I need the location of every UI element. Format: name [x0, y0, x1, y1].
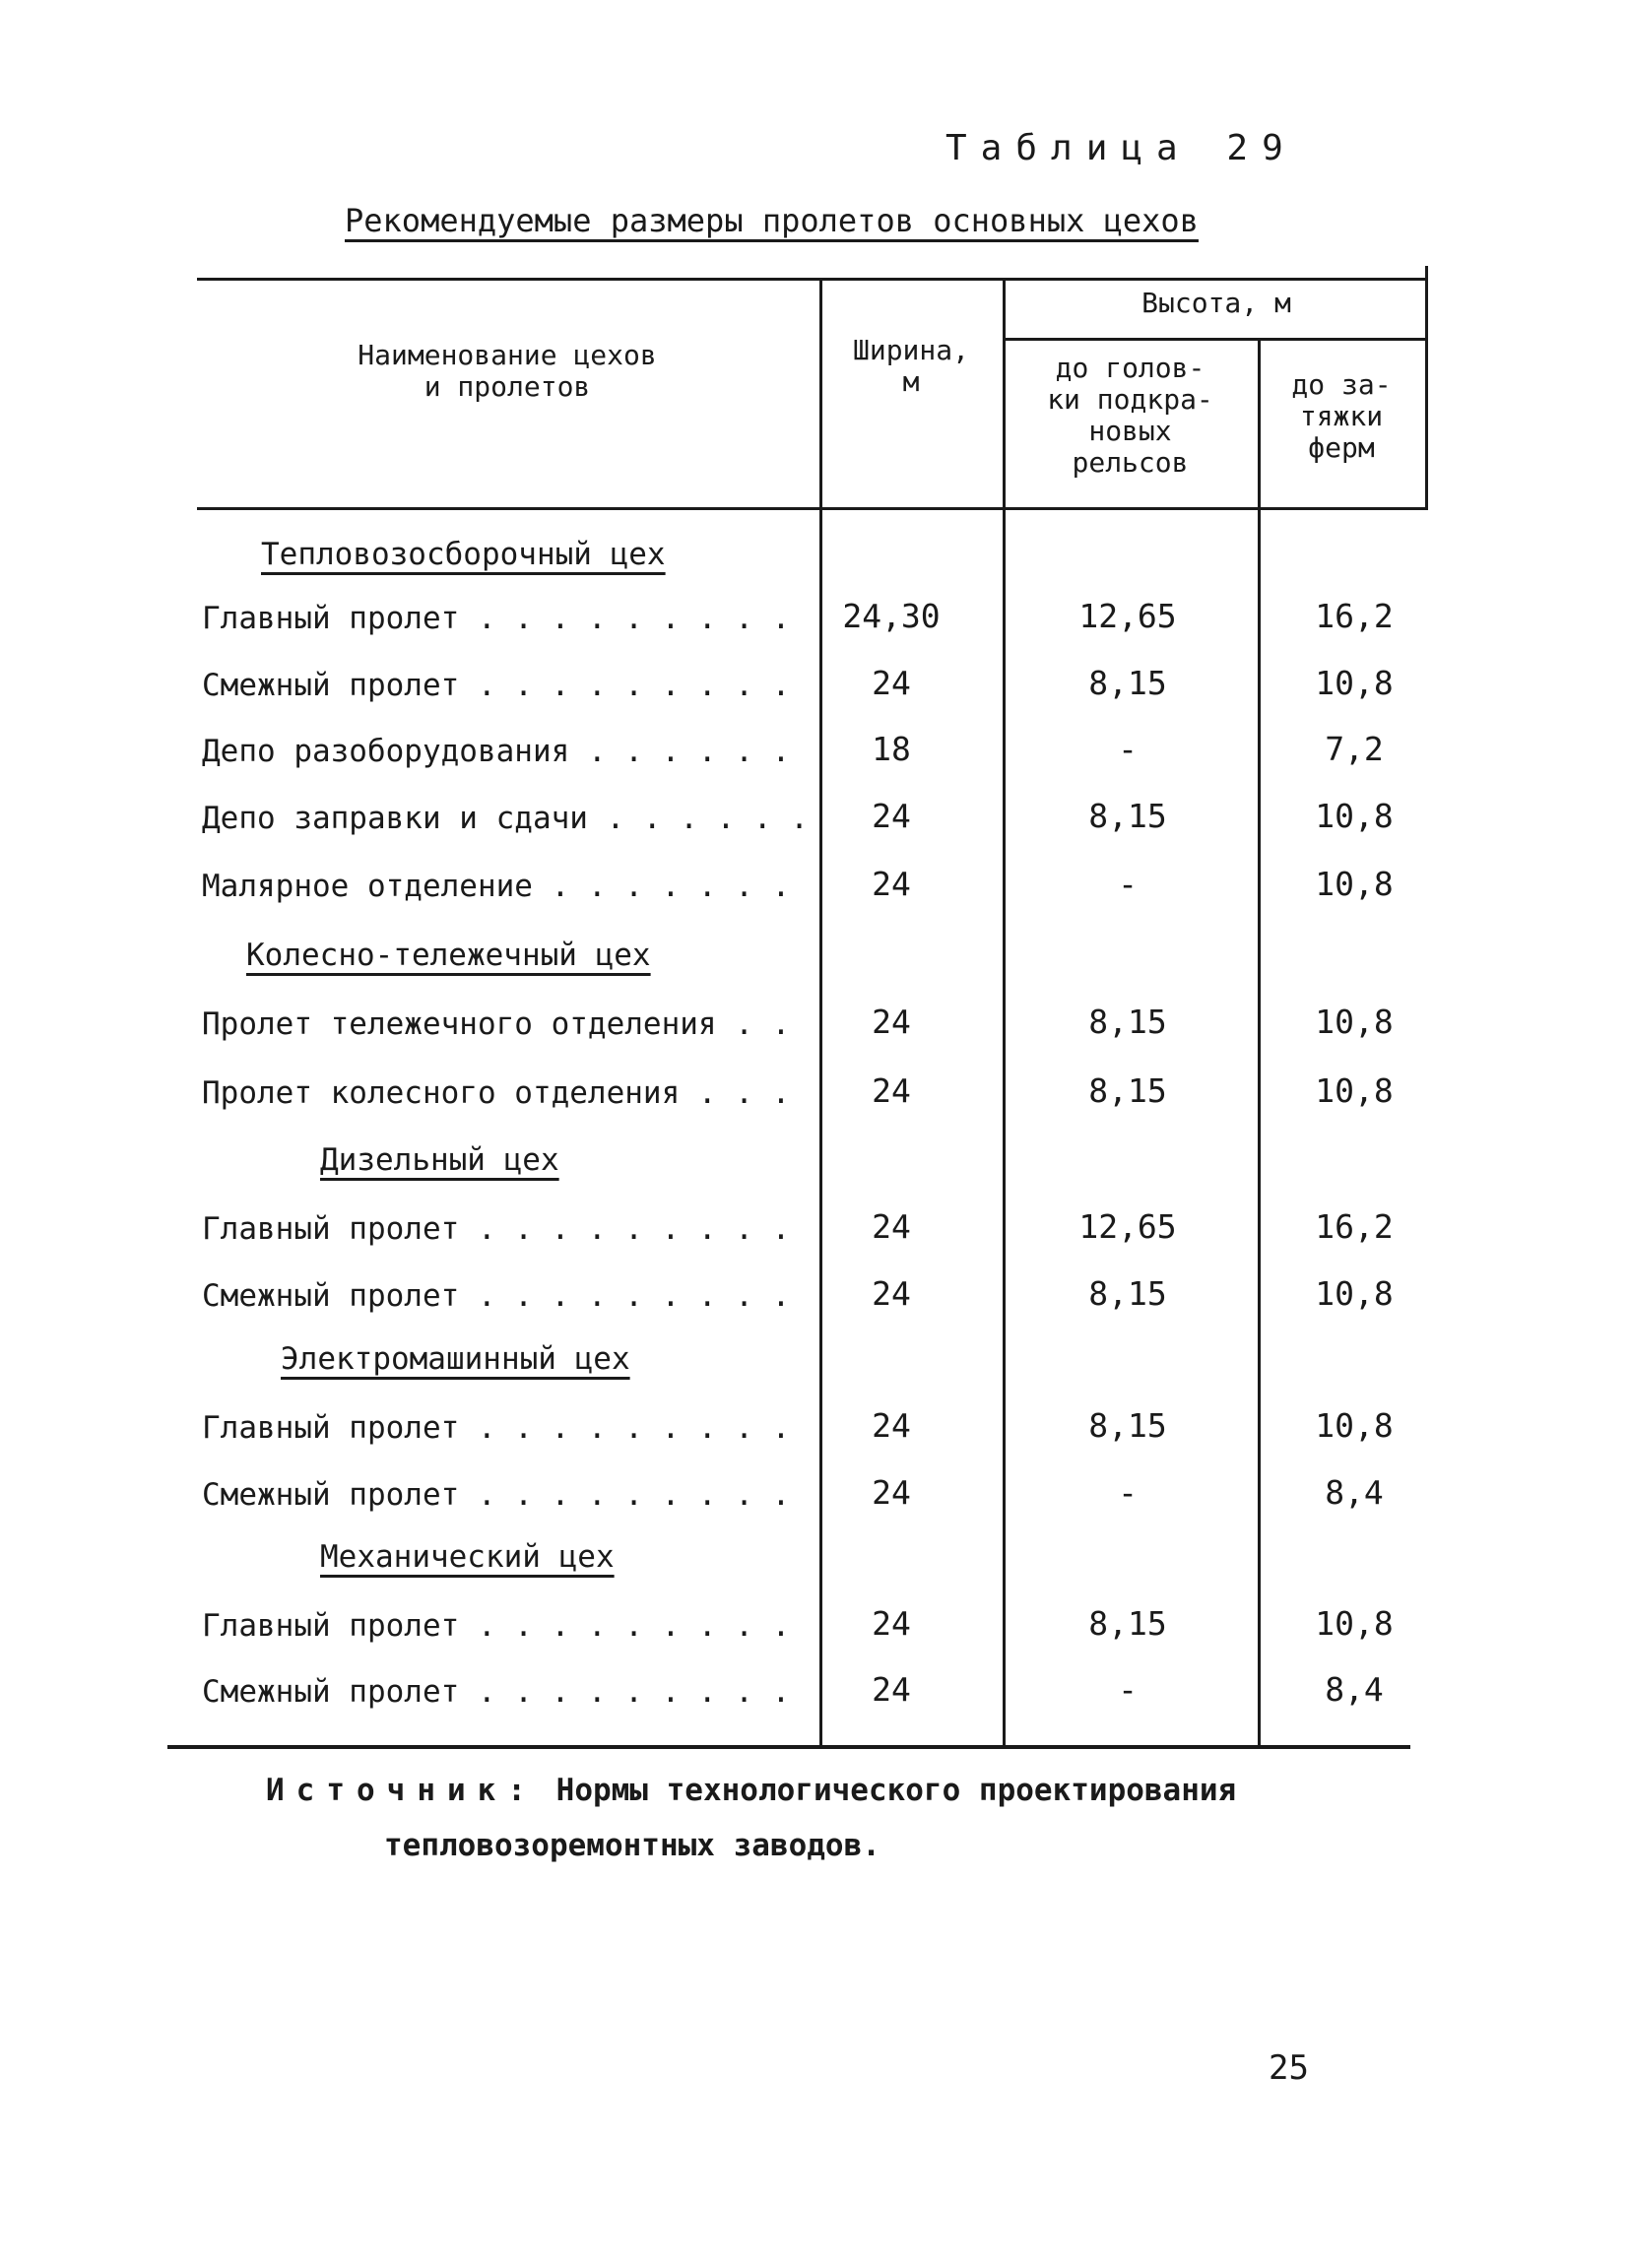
width-cell: 24 — [872, 1473, 911, 1512]
row-name: Депо заправки и сдачи . . . — [202, 801, 813, 836]
truss-height-cell: 10,8 — [1315, 664, 1394, 702]
rail-height-cell: 8,15 — [1088, 797, 1167, 835]
rail-height-cell: 8,15 — [1088, 1274, 1167, 1313]
rail-height-cell: 8,15 — [1088, 1604, 1167, 1643]
row-name: Смежный пролет . . . — [202, 1674, 813, 1710]
section-title: Тепловозосборочный цех — [261, 537, 666, 572]
width-cell: 24 — [872, 1207, 911, 1246]
row-name: Главный пролет . . . — [202, 601, 813, 636]
source-label: Источник: — [266, 1773, 538, 1808]
rail-height-cell: - — [1118, 1670, 1138, 1709]
section-title: Дизельный цех — [320, 1142, 559, 1178]
rail-height-cell: - — [1118, 730, 1138, 768]
section-title: Механический цех — [320, 1539, 615, 1575]
column-header-rail-head: до голов- ки подкра- новых рельсов — [1047, 352, 1213, 479]
rail-height-cell: - — [1118, 865, 1138, 903]
page-number: 25 — [1269, 2048, 1309, 2088]
table-right-border — [1425, 266, 1428, 510]
column-header-width: Ширина, м — [852, 334, 969, 398]
table-number: Таблица 29 — [945, 128, 1297, 168]
rail-height-cell: 12,65 — [1078, 1207, 1177, 1246]
column-header-truss-tie: до за- тяжки ферм — [1291, 368, 1392, 464]
column-divider-name-width — [819, 278, 822, 1747]
truss-height-cell: 10,8 — [1315, 1071, 1394, 1110]
rail-height-cell: 8,15 — [1088, 664, 1167, 702]
width-cell: 18 — [872, 730, 911, 768]
width-cell: 24 — [872, 797, 911, 835]
column-header-height-group: Высота, м — [1141, 287, 1291, 319]
row-name: Главный пролет . . . — [202, 1410, 813, 1446]
width-cell: 24 — [872, 1670, 911, 1709]
height-group-rule — [1003, 338, 1428, 341]
header-bottom-rule — [197, 507, 1428, 510]
width-cell: 24 — [872, 1274, 911, 1313]
truss-height-cell: 16,2 — [1315, 597, 1394, 635]
section-title: Колесно-тележечный цех — [246, 938, 651, 973]
truss-height-cell: 10,8 — [1315, 797, 1394, 835]
width-cell: 24 — [872, 664, 911, 702]
table-title: Рекомендуемые размеры пролетов основных цехов — [345, 202, 1199, 239]
truss-height-cell: 8,4 — [1325, 1473, 1384, 1512]
section-title: Электромашинный цех — [281, 1341, 630, 1377]
width-cell: 24 — [872, 1003, 911, 1041]
rail-height-cell: 12,65 — [1078, 597, 1177, 635]
rail-height-cell: 8,15 — [1088, 1406, 1167, 1445]
truss-height-cell: 7,2 — [1325, 730, 1384, 768]
truss-height-cell: 8,4 — [1325, 1670, 1384, 1709]
width-cell: 24,30 — [842, 597, 941, 635]
row-name: Главный пролет . . . — [202, 1608, 813, 1644]
table-top-rule — [197, 278, 1428, 281]
source-text-line1: Нормы технологического проектирования — [555, 1773, 1237, 1808]
row-name: Главный пролет . . . — [202, 1211, 813, 1247]
row-name: Смежный пролет . . . — [202, 1477, 813, 1513]
source-text-line2: тепловозоремонтных заводов. — [384, 1828, 880, 1863]
width-cell: 24 — [872, 1604, 911, 1643]
source-note — [266, 1763, 1236, 1873]
row-name: Малярное отделение . . . — [202, 869, 813, 904]
width-cell: 24 — [872, 1406, 911, 1445]
column-divider-width-rail — [1003, 278, 1006, 1747]
truss-height-cell: 10,8 — [1315, 1003, 1394, 1041]
truss-height-cell: 10,8 — [1315, 1406, 1394, 1445]
column-header-name: Наименование цехов и пролетов — [358, 339, 657, 403]
rail-height-cell: - — [1118, 1473, 1138, 1512]
row-name: Пролет тележечного отделения . . . — [202, 1006, 813, 1042]
truss-height-cell: 10,8 — [1315, 1274, 1394, 1313]
row-name: Смежный пролет . . . — [202, 1278, 813, 1314]
row-name: Пролет колесного отделения . . . — [202, 1075, 813, 1111]
truss-height-cell: 16,2 — [1315, 1207, 1394, 1246]
table-bottom-rule — [167, 1745, 1410, 1749]
column-divider-rail-truss — [1258, 338, 1261, 1747]
row-name: Смежный пролет . . . — [202, 668, 813, 703]
width-cell: 24 — [872, 1071, 911, 1110]
truss-height-cell: 10,8 — [1315, 865, 1394, 903]
rail-height-cell: 8,15 — [1088, 1003, 1167, 1041]
truss-height-cell: 10,8 — [1315, 1604, 1394, 1643]
width-cell: 24 — [872, 865, 911, 903]
rail-height-cell: 8,15 — [1088, 1071, 1167, 1110]
row-name: Депо разоборудования . . . — [202, 734, 813, 769]
